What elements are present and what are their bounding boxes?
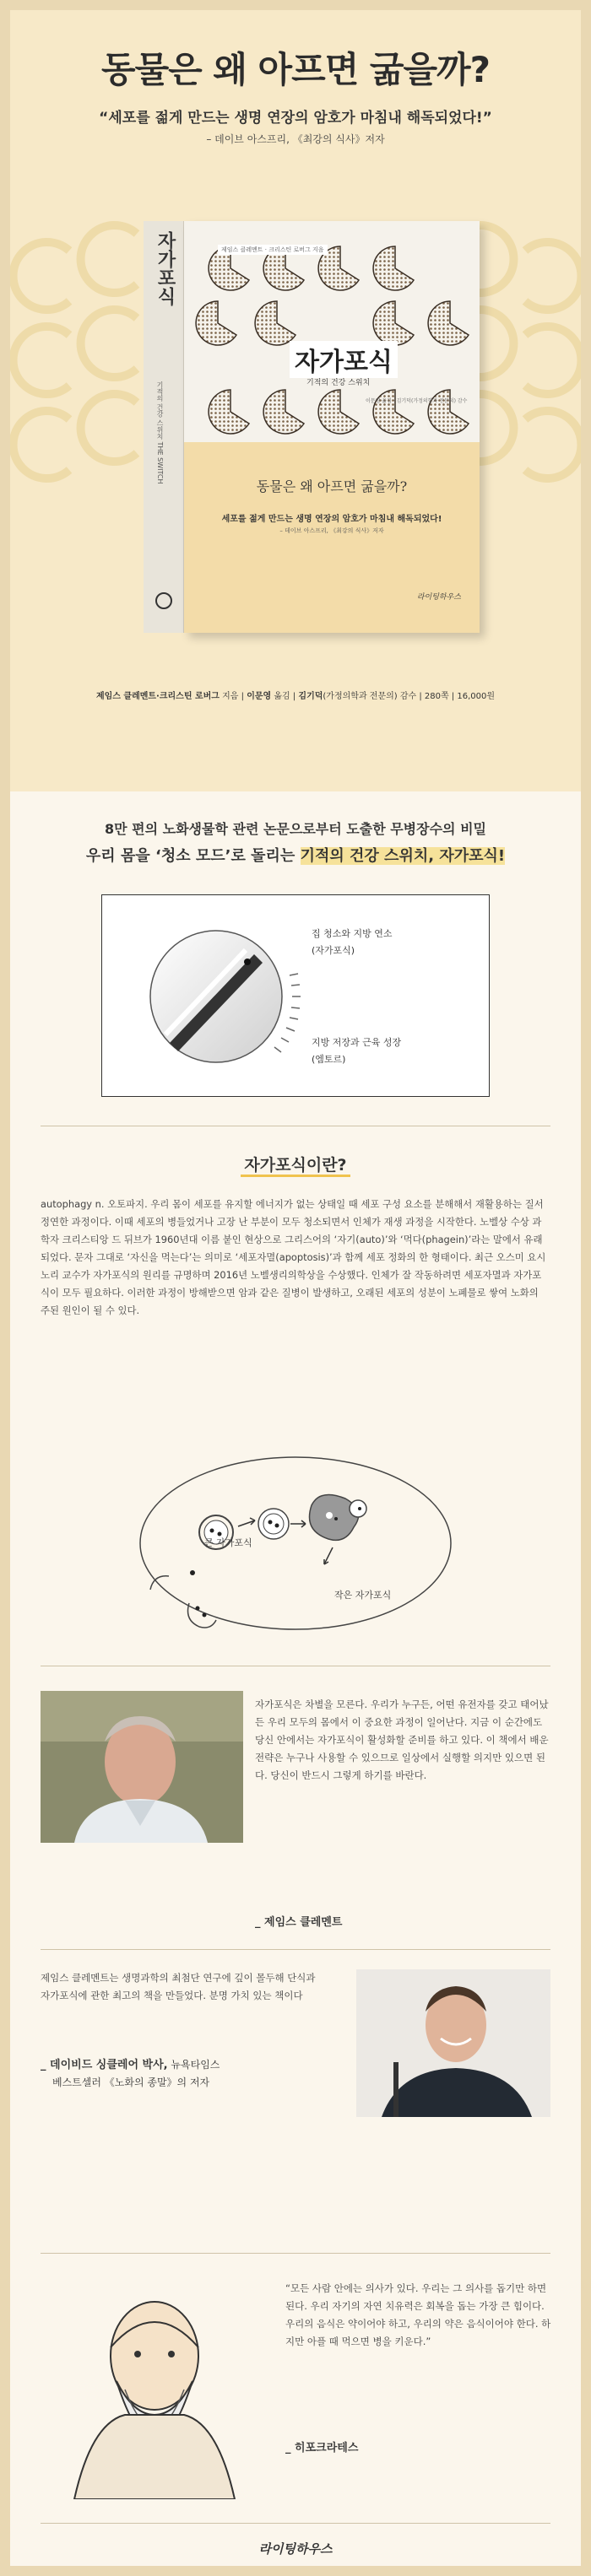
dial-bottom-sub: (엠토르) [312, 1054, 346, 1065]
credit-translator-suffix: 옮김 | [271, 692, 299, 701]
credit-translator: 이문영 [247, 692, 272, 701]
david-sinclair-photo [356, 1969, 550, 2117]
cover-band [184, 442, 480, 633]
section-divider [41, 1949, 550, 1950]
dial-top-sub: (자가포식) [312, 945, 355, 956]
credit-supervisor-suffix: (가정의학과 전문의) 감수 | [323, 692, 425, 701]
switch-dial-diagram [101, 894, 490, 1097]
secret-headline: 8만 편의 노화생물학 관련 논문으로부터 도출한 무병장수의 비밀 [105, 821, 486, 837]
clement-quote: 자가포식은 차별을 모른다. 우리가 누구든, 어떤 유전자를 갖고 태어났든 우리 모두의 몸에서 이 중요한 과정이 일어난다. 지금 이 순간에도 당신 안에서는 자가포식이 활성화할 준비를 하고 있다. 이 책에서 배운 전략은 누구나 사용할 수 있으므로 일상에서 실행할 의지만 있으면 된다. 당신이 반드시 그렇게 하기를 바란다. [255, 1698, 549, 1781]
small-autophagy-label: 작은 자가포식 [334, 1590, 392, 1601]
cell-diagram [138, 1455, 453, 1632]
band-quote-author: – 데이브 아스프리, 《최강의 식사》저자 [279, 527, 384, 534]
page-frame [10, 10, 581, 2566]
james-clement-photo [41, 1691, 243, 1843]
what-is-title [10, 1153, 581, 1175]
sinclair-quote: 제임스 클레멘트는 생명과학의 최첨단 연구에 깊이 몰두해 단식과 자가포식에 관한 최고의 책을 만들었다. 분명 가치 있는 책이다 [41, 1972, 316, 2001]
cover-credit: 이문영 옮김 · 김기덕(가정의학과 전문의) 감수 [366, 398, 468, 404]
spine-text: 기적의 건강 스위치 THE SWITCH [156, 381, 164, 484]
hero-quote: “세포를 젊게 만드는 생명 연장의 암호가 마침내 해독되었다!” [99, 110, 492, 127]
book-credits [10, 689, 581, 701]
what-is-body: autophagy n. 오토파지. 우리 몸이 세포를 유지할 에너지가 없는 상태일 때 세포 구성 요소를 분해해서 재활용하는 질서 정연한 과정이다. 이때 세포의 병들었거나 고장 난 부분이 모두 청소되면서 인체가 재생 과정을 시작한다. 노벨상 수상 과학자 크리스티앙 드 뒤브가 1960년대 이름 붙인 현상으로 그리스어의 ‘자기(auto)’와 ‘먹다(phagein)’라는 말에서 유래되었다. 문자 그대로 ‘자신을 먹는다’는 의미로 ‘세포자멸(apoptosis)’과 함께 세포 정화의 한 형태이다. 최근 오스미 요시노리 교수가 자가포식의 원리를 규명하며 2016년 노벨생리의학상을 수상했다. 인체가 잘 작동하려면 세포자멸과 자가포식이 모두 필요하다. 이러한 과정이 방해받으면 암과 같은 질병이 발생하고, 오래된 세포의 성분이 노폐물로 쌓여 노화의 주된 원인이 될 수 있다. [41, 1198, 546, 1316]
publisher-logo: 라이팅하우스 [416, 593, 461, 602]
credit-authors-suffix: 지음 | [219, 692, 247, 701]
credit-price: | 16,000원 [448, 692, 496, 701]
dial-knob-icon [136, 916, 305, 1077]
spine-title: 자가포식 [155, 231, 176, 305]
hero-title: 동물은 왜 아프면 굶을까? [101, 49, 490, 90]
sinclair-name: _ 데이비드 싱클레어 박사, [41, 2059, 168, 2071]
cover-title: 자가포식 [290, 341, 398, 378]
switch-headline [10, 844, 581, 866]
hero-quote-author: – 데이브 아스프리, 《최강의 식사》저자 [206, 133, 385, 145]
hippocrates-quote-author: _ 히포크라테스 [285, 2442, 359, 2454]
publisher-footer-logo: 라이팅하우스 [258, 2541, 333, 2557]
clement-quote-author: _ 제임스 클레멘트 [255, 1916, 343, 1929]
publisher-logo-icon [155, 592, 172, 609]
band-question: 동물은 왜 아프면 굶을까? [256, 478, 408, 494]
dial-top-label [312, 926, 393, 959]
hippocrates-quote: “모든 사람 안에는 의사가 있다. 우리는 그 의사를 돕기만 하면 된다. 우리 자기의 자연 치유력은 회복을 돕는 가장 큰 힘이다. 우리의 음식은 약이어야 하고, 우리의 약은 음식이어야 한다. 하지만 아플 때 먹으면 병을 키운다.” [285, 2282, 551, 2347]
cover-authors: 제임스 클레멘트 · 크리스틴 로버그 지음 [218, 245, 328, 255]
section-divider [41, 2253, 550, 2254]
credit-supervisor: 김기덕 [298, 692, 323, 701]
book-cover [184, 221, 480, 633]
switch-headline-highlight: 기적의 건강 스위치, 자가포식! [300, 847, 506, 865]
credit-pages: 280쪽 [424, 692, 449, 701]
hero-section [10, 10, 581, 791]
switch-headline-a: 우리 몸을 ‘청소 모드’로 돌리는 [85, 847, 301, 865]
book-spine [144, 221, 184, 633]
sinclair-quote-author [41, 2056, 220, 2091]
dial-bottom-text: 지방 저장과 근육 성장 [312, 1037, 402, 1048]
hippocrates-portrait [41, 2271, 268, 2499]
band-headline: 세포를 젊게 만드는 생명 연장의 암호가 마침내 해독되었다! [221, 515, 442, 524]
big-autophagy-label: 큰 자가포식 [204, 1537, 252, 1548]
what-is-title-text: 자가포식이란? [241, 1156, 350, 1177]
sinclair-affiliation: 뉴욕타임스 [167, 2059, 220, 2071]
section-divider [41, 2523, 550, 2524]
cover-subtitle: 기적의 건강 스위치 [306, 379, 371, 387]
credit-authors: 제임스 클레멘트·크리스틴 로버그 [95, 692, 220, 701]
sinclair-book: 베스트셀러 《노화의 종말》의 저자 [52, 2076, 210, 2088]
dial-bottom-label [312, 1034, 401, 1068]
dial-top-text: 집 청소와 지방 연소 [312, 928, 393, 939]
